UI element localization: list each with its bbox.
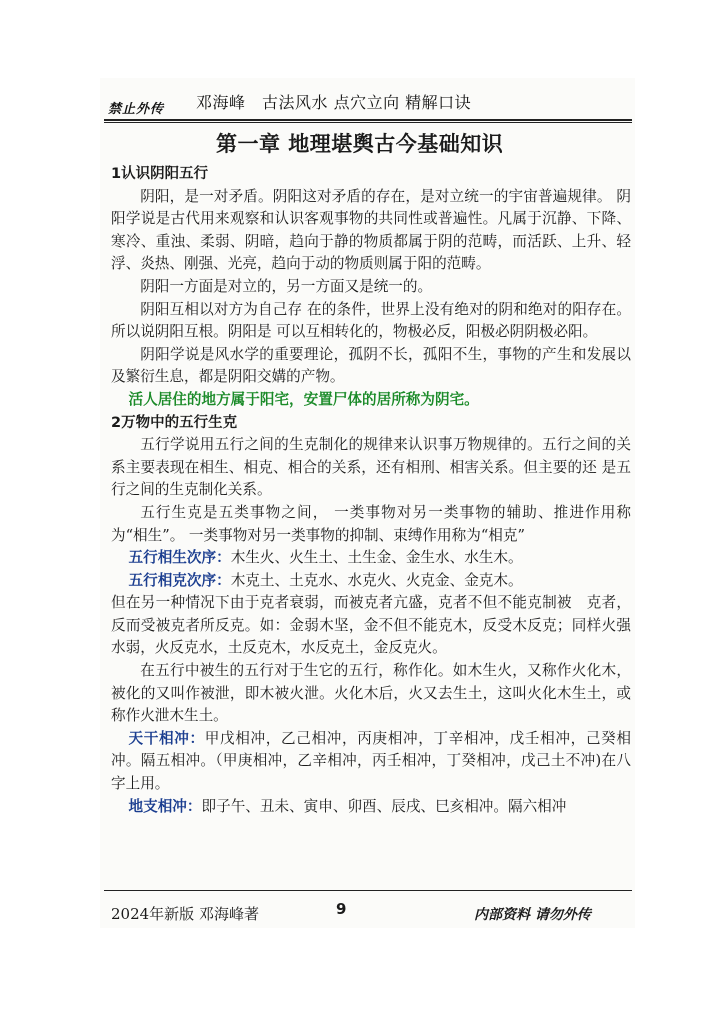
paragraph: 阴阳互相以对方为自己存 在的条件，世界上没有绝对的阴和绝对的阳存在。所以说阴阳互根。阴阳是 可以互相转化的，物极必反，阳极必阴阴极必阳。 (111, 300, 631, 341)
highlight-note: 活人居住的地方属于阳宅，安置尸体的居所称为阴宅。 (128, 390, 479, 408)
section-heading-yinyang: 1认识阴阳五行 (111, 166, 209, 182)
paragraph: 阴阳学说是风水学的重要理论，孤阴不长，孤阳不生，事物的产生和发展以及繁衍生息，都是阴阳交媾的产物。 (111, 345, 631, 386)
footer-edition: 2024年新版 邓海峰著 (111, 905, 259, 923)
footer-notice: 内部资料 请勿外传 (474, 907, 591, 923)
page-number: 9 (336, 900, 347, 918)
page-body (111, 163, 631, 818)
sheng-order-text: 木生火、火生土、土生金、金生水、水生木。 (230, 549, 523, 567)
ke-order-label: 五行相克次序： (128, 571, 231, 589)
chapter-title: 第一章 地理堪舆古今基础知识 (216, 131, 504, 156)
dizhi-text: 即子午、丑未、寅申、卯酉、辰戌、巳亥相冲。隔六相冲 (201, 797, 567, 815)
sheng-order-label: 五行相生次序： (128, 549, 231, 567)
header-stamp: 禁止外传 (108, 102, 165, 117)
dizhi-label: 地支相冲： (128, 797, 202, 815)
dizhi-line (111, 796, 631, 819)
tiangan-line (111, 728, 631, 796)
paragraph: 五行学说用五行之间的生克制化的规律来认识事万物规律的。五行之间的关 系主要表现在相生、相克、相合的关系，还有相刑、相害关系。但主要的还 是五行之间的生克制化关系。 (111, 436, 631, 499)
section-heading-wuxing: 2万物中的五行生克 (111, 414, 238, 431)
paragraph: 在五行中被生的五行对于生它的五行，称作化。如木生火，又称作火化木，被化的又叫作被泄，即木被火泄。火化木后，火又去生土，这叫火化木生土，或称作火泄木生土。 (111, 662, 631, 725)
sheng-order-line (111, 547, 631, 570)
tiangan-text: 甲戊相冲，乙己相冲，丙庚相冲，丁辛相冲，戊壬相冲，己癸相冲。隔五相冲。（甲庚相冲，乙辛相冲，丙壬相冲，丁癸相冲，戊己土不冲)在八字上用。 (111, 729, 631, 793)
tiangan-label: 天干相冲： (128, 729, 205, 747)
paragraph: 五行生克是五类事物之间， 一类事物对另一类事物的辅助、推进作用称为“相生”。 一类事物对另一类事物的抑制、束缚作用称为“相克” (111, 503, 631, 544)
paragraph: 阴阳一方面是对立的，另一方面又是统一的。 (140, 277, 433, 295)
header-title: 邓海峰 古法风水 点穴立向 精解口诀 (196, 93, 472, 112)
footer-divider (104, 890, 632, 891)
ke-order-text: 木克土、土克水、水克火、火克金、金克木。 (230, 571, 523, 589)
paragraph: 但在另一种情况下由于克者衰弱，而被克者亢盛，克者不但不能克制被 克者，反而受被克者所反克。如：金弱木坚，金不但不能克木，反受木反克；同样火强水弱，火反克水，土反克木，水反克土，金反克火。 (111, 594, 631, 657)
paragraph: 阴阳，是一对矛盾。阴阳这对矛盾的存在，是对立统一的宇宙普遍规律。 阴阳学说是古代用来观察和认识客观事物的共同性或普遍性。凡属于沉静、下降、寒冷、重浊、柔弱、阴暗，趋向于静的物质都属于阴的范畴，而活跃、上升、轻浮、炎热、刚强、光亮，趋向于动的物质则属于阳的范畴。 (111, 187, 631, 273)
ke-order-line (111, 570, 631, 593)
header-divider (104, 119, 632, 123)
